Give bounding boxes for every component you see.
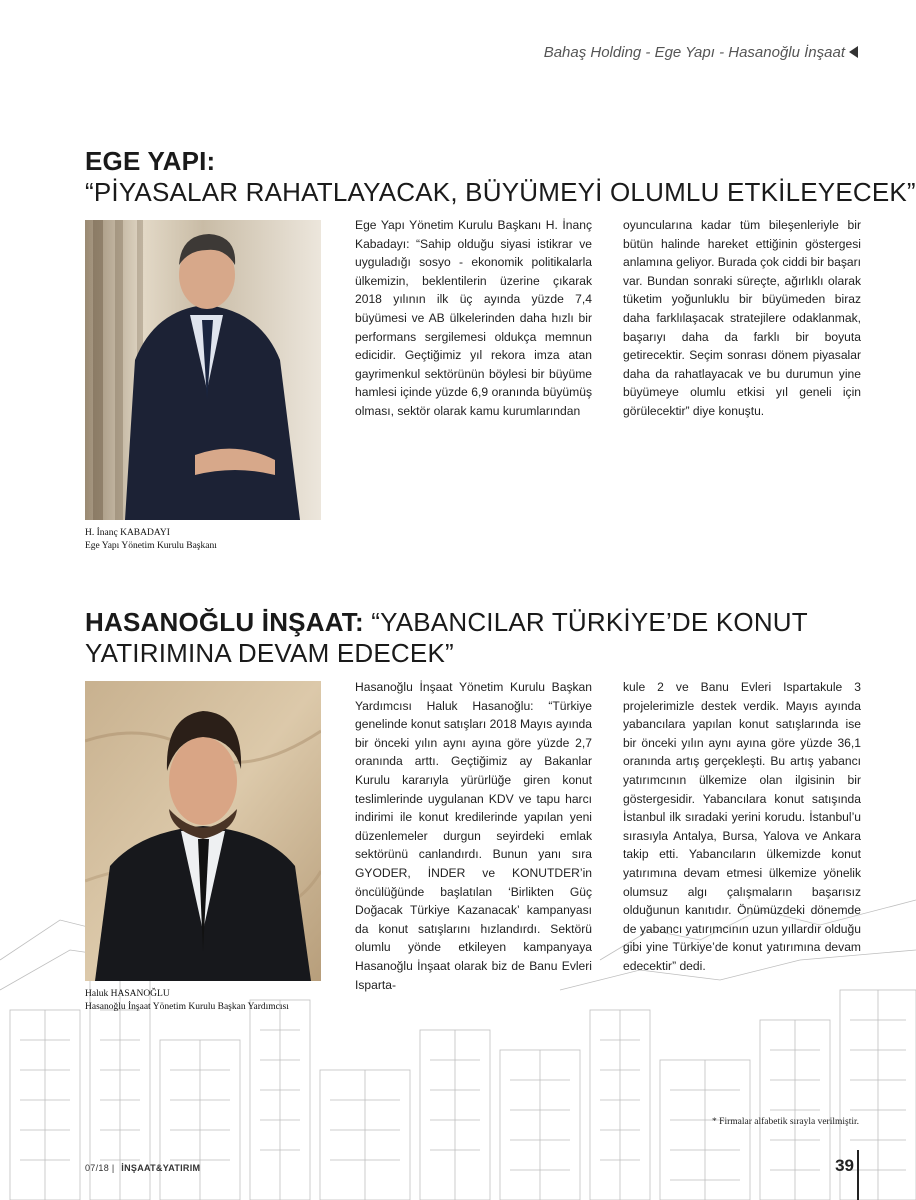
hasanoglu-caption-name: Haluk HASANOĞLU [85, 989, 170, 999]
hasanoglu-caption [85, 988, 289, 1014]
kabadayi-caption-role: Ege Yapı Yönetim Kurulu Başkanı [85, 541, 217, 551]
hasanoglu-portrait-photo [85, 681, 321, 981]
hasanoglu-title [85, 607, 808, 669]
header-tag-text: Bahaş Holding - Ege Yapı - Hasanoğlu İnşaat [543, 44, 845, 61]
page-number-divider [857, 1150, 859, 1200]
ege-title-quote: “PİYASALAR RAHATLAYACAK, BÜYÜMEYİ OLUMLU ETKİLEYECEK” [85, 177, 916, 207]
ege-title-bold: EGE YAPI: [85, 146, 216, 176]
kabadayi-portrait-photo [85, 220, 321, 520]
kabadayi-caption-name: H. İnanç KABADAYI [85, 528, 170, 538]
hasanoglu-body-column-1: Hasanoğlu İnşaat Yönetim Kurulu Başkan Yardımcısı Haluk Hasanoğlu: “Türkiye genelinde konut satışları 2018 Mayıs ayında bir önceki yılın aynı ayına göre yüzde 2,7 oranında arttı. Geçtiğimiz ay Bakanlar Kurulu kararıyla yürürlüğe giren konut teslimlerinde uygulanan KDV ve tapu harcı indirimi ile konut kredilerinde yapılan yeni düzenlemeler durgun seyirdeki emlak sektörünü canlandırdı. Bunun yanı sıra GYODER, İNDER ve KONUTDER’in öncülüğünde başlatılan ‘Birlikten Güç Doğacak Türkiye Kazanacak’ kampanyası da konut satışlarını hızlandırdı. Sektörü olumlu yönde etkileyen kampanyaya Hasanoğlu İnşaat olarak biz de Banu Evleri Isparta- [355, 680, 592, 992]
alphabetical-footnote: * Firmalar alfabetik sırayla verilmiştir. [712, 1117, 859, 1127]
ege-yapi-title [85, 146, 916, 208]
ege-body-column-2: oyuncularına kadar tüm bileşenleriyle bir bütün halinde hareket ettiğinin göstergesi anlamına geliyor. Burada çok ciddi bir başarı var. Bundan sonraki süreçte, ağırlıklı olarak tüketim yoğunluklu bir büyümeden biraz daha farklılaşacak stratejilere odaklanmak, başarıyı daha da farklı bir boyuta getirecektir. Seçim sonrası dönem piyasalar daha da rahatlayacak ve bu durumun yine büyümeye olumlu etkisi yıl geneli için görülecektir” diye konuştu. [623, 218, 861, 418]
footer-publication: İNŞAAT&YATIRIM [121, 1163, 201, 1173]
footer-issue: 07/18 [85, 1163, 110, 1173]
section-header-tag [544, 44, 858, 61]
ege-body-column-1: Ege Yapı Yönetim Kurulu Başkanı H. İnanç Kabadayı: “Sahip olduğu siyasi istikrar ve uyguladığı sosyo - ekonomik politikalarla ülkemizin, beklentilerin üzerine çıkarak 2018 yılının ilk üç ayında yüzde 7,4 büyümesi ve AB ülkelerinden daha hızlı bir performans sergilemesi oldukça memnun edicidir. Geçtiğimiz yıl rekora imza atan gayrimenkul sektörünün böylesi bir büyüme hamlesi içinde yüzde 6,9 oranında büyümüş olması, sektör olarak kamu kurumlarından [355, 218, 592, 418]
hasanoglu-caption-role: Hasanoğlu İnşaat Yönetim Kurulu Başkan Yardımcısı [85, 1002, 289, 1012]
triangle-left-icon [849, 46, 858, 58]
kabadayi-caption [85, 527, 217, 553]
hasanoglu-title-quote-2: YATIRIMINA DEVAM EDECEK” [85, 638, 454, 668]
hasanoglu-title-bold: HASANOĞLU İNŞAAT: [85, 607, 364, 637]
footer-issue-info: 07/18 | İNŞAAT&YATIRIM [85, 1163, 201, 1173]
hasanoglu-body-column-2: kule 2 ve Banu Evleri Ispartakule 3 projelerimizle destek verdik. Mayıs ayında yabancılara yapılan konut satışlarında ise bir önceki yılın aynı ayına göre yüzde 36,1 oranında artış gerçekleşti. Bu artış yabancı yatırımcının ülkemize olan ilgisinin bir göstergesidir. Yabancılara konut satışında İstanbul ilk sıradaki yerini korudu. İstanbul’u sırasıyla Antalya, Bursa, Yalova ve Ankara takip etti. Yabancıların ülkemizde konut yatırımına devam etmesi ülkemize yönelik olumsuz algı çalışmaların başarısız olduğunun kanıtıdır. Önümüzdeki dönemde de yabancı yatırımcının uzun yıllardır olduğu gibi yine Türkiye’de konut yatırımına devam edecektir” dedi. [623, 680, 861, 973]
page-number: 39 [835, 1156, 854, 1175]
hasanoglu-title-quote-1: “YABANCILAR TÜRKİYE’DE KONUT [371, 607, 808, 637]
